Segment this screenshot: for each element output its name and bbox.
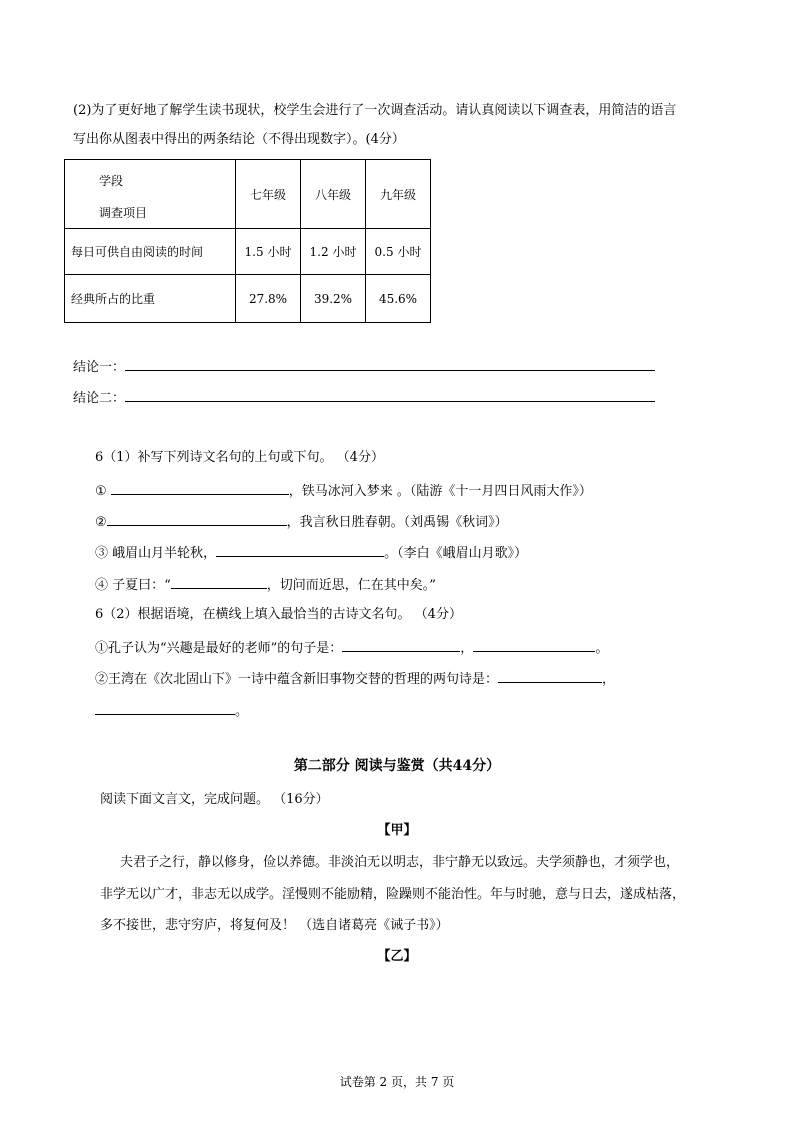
- q6-2-a-blank-1[interactable]: [342, 637, 460, 652]
- conclusion-2: [73, 387, 655, 409]
- item-1-number: ①: [95, 484, 107, 499]
- passage-yi-label: 【乙】: [377, 949, 417, 964]
- q6-1-item-2: [95, 511, 508, 533]
- passage-jia-line3: 多不接世，悲守穷庐，将复何及！ （选自诸葛亮《诫子书》）: [100, 918, 449, 933]
- q6-1-title: 6（1）补写下列诗文名句的上句或下句。 （4分）: [95, 450, 384, 465]
- q6-2-item-b-cont: 。: [95, 700, 248, 722]
- survey-table: [64, 159, 431, 323]
- q6-2-a-blank-2[interactable]: [473, 637, 595, 652]
- q2-intro-line1: (2)为了更好地了解学生读书现状，校学生会进行了一次调查活动。请认真阅读以下调查表，用简洁的语言: [73, 103, 677, 118]
- table-cell: 39.2%: [301, 275, 366, 323]
- grade-9-header: 九年级: [366, 160, 431, 229]
- item-3-text-after: 。（李白《峨眉山月歌》）: [384, 546, 528, 561]
- reading-intro: 阅读下面文言文，完成问题。 （16分）: [100, 792, 329, 807]
- table-corner-cell: [65, 160, 236, 229]
- header-stage-label: 学段: [99, 174, 124, 188]
- grade-7-header: 七年级: [236, 160, 301, 229]
- table-header-row: [65, 160, 431, 229]
- item-2-text: ，我言秋日胜春朝。（刘禹锡《秋词》）: [286, 515, 508, 530]
- table-cell: 0.5 小时: [366, 229, 431, 275]
- item-4-blank[interactable]: [171, 574, 267, 589]
- item-4-text-before: ④ 子夏曰：“: [95, 578, 171, 593]
- header-item-label: 调查项目: [99, 206, 148, 220]
- conclusion-1-label: 结论一：: [73, 360, 126, 375]
- item-2-blank[interactable]: [107, 511, 287, 526]
- q2-intro-line2: 写出你从图表中得出的两条结论（不得出现数字）。(4分）: [73, 132, 405, 147]
- q6-2-item-b: ②王湾在《次北固山下》一诗中蕴含新旧事物交替的哲理的两句诗是： ，: [95, 668, 615, 690]
- item-1-text: ，铁马冰河入梦来 。（陆游《十一月四日风雨大作》）: [288, 484, 592, 499]
- conclusion-1-blank[interactable]: [125, 356, 655, 371]
- q6-2-b-text: ②王湾在《次北固山下》一诗中蕴含新旧事物交替的哲理的两句诗是：: [95, 672, 499, 687]
- q6-2-item-a: ①孔子认为“兴趣是最好的老师”的句子是： ， 。: [95, 637, 608, 659]
- q6-1-item-4: [95, 574, 436, 596]
- page-footer: 试卷第 2 页，共 7 页: [339, 1075, 455, 1089]
- row-label-reading-time: 每日可供自由阅读的时间: [65, 229, 236, 275]
- q6-2-b-blank-1[interactable]: [498, 668, 602, 683]
- q6-2-title: 6（2）根据语境，在横线上填入最恰当的古诗文名句。 （4分）: [95, 607, 462, 622]
- q6-2-b-blank-2[interactable]: [95, 700, 235, 715]
- table-cell: 27.8%: [236, 275, 301, 323]
- table-row: [65, 229, 431, 275]
- table-cell: 1.2 小时: [301, 229, 366, 275]
- conclusion-2-label: 结论二：: [73, 391, 126, 406]
- conclusion-2-blank[interactable]: [125, 387, 655, 402]
- table-row: [65, 275, 431, 323]
- section-2-title: 第二部分 阅读与鉴赏（共44分）: [293, 758, 501, 774]
- passage-jia-label: 【甲】: [377, 823, 417, 838]
- table-cell: 1.5 小时: [236, 229, 301, 275]
- item-3-text-before: ③ 峨眉山月半轮秋，: [95, 546, 217, 561]
- q6-1-item-1: [95, 480, 592, 502]
- item-4-text-after: ，切问而近思，仁在其中矣。”: [266, 578, 436, 593]
- table-cell: 45.6%: [366, 275, 431, 323]
- item-3-blank[interactable]: [216, 542, 384, 557]
- row-label-classics-ratio: 经典所占的比重: [65, 275, 236, 323]
- passage-jia-line2: 非学无以广才，非志无以成学。淫慢则不能励精，险躁则不能治性。年与时驰，意与日去，遂成枯落，: [100, 887, 686, 902]
- q6-1-item-3: [95, 542, 527, 564]
- item-1-blank[interactable]: [111, 480, 289, 495]
- conclusion-1: [73, 356, 655, 378]
- grade-8-header: 八年级: [301, 160, 366, 229]
- passage-jia-line1: 夫君子之行，静以修身，俭以养德。非淡泊无以明志，非宁静无以致远。夫学须静也，才须学也，: [120, 855, 680, 870]
- q6-2-a-text: ①孔子认为“兴趣是最好的老师”的句子是：: [95, 641, 343, 656]
- item-2-number: ②: [95, 515, 107, 530]
